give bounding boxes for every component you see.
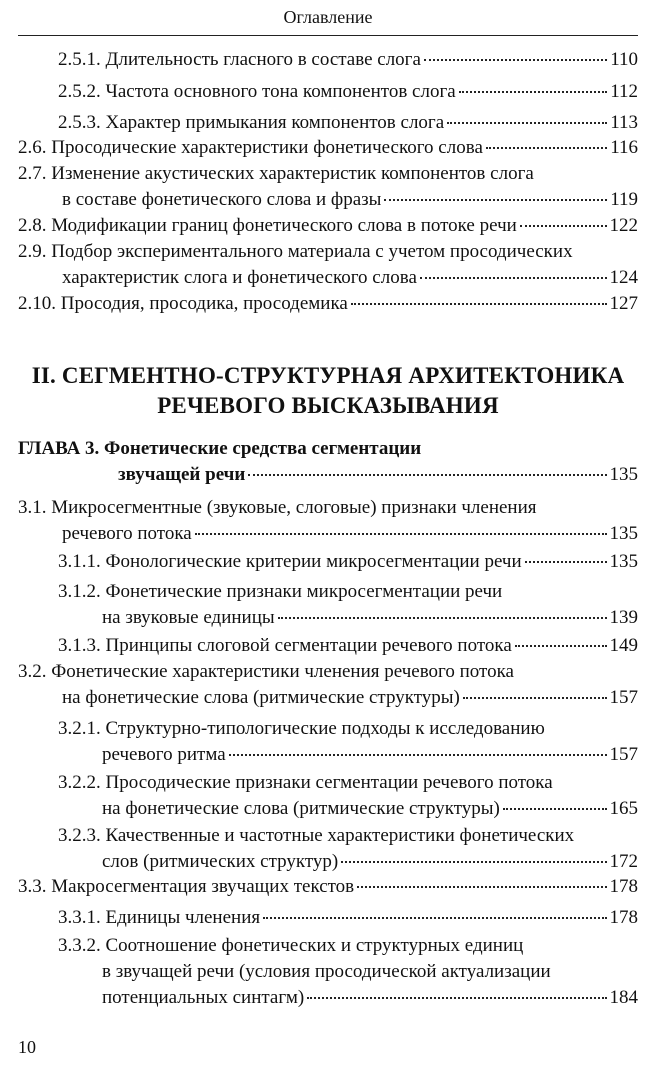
toc-page-number: 139 [609,607,638,628]
toc-entry-2-8[interactable] [18,213,638,239]
toc-entry-2-6[interactable] [18,135,638,161]
toc-entry-title-line2: слов (ритмических структур) [102,851,339,872]
leader-dots [447,122,607,124]
leader-dots [463,697,607,699]
toc-entry-3-1-1[interactable] [58,549,638,575]
toc-entry-title: 2.5.2. Частота основного тона компонентов слога [58,81,456,102]
toc-entry-title: 3.1.3. Принципы слоговой сегментации речевого потока [58,635,512,656]
part-title-line1: II. СЕГМЕНТНО-СТРУКТУРНАЯ АРХИТЕКТОНИКА [31,363,625,388]
toc-entry-title-line2: речевого ритма [102,744,226,765]
toc-page-number: 127 [609,293,638,314]
toc-page-number: 178 [609,907,638,928]
toc-page-number: 119 [610,189,638,210]
toc-entry-title-line2: речевого потока [62,523,192,544]
toc-entry-title-line1: 3.1. Микросегментные (звуковые, слоговые) признаки членения [18,497,537,518]
toc-entry-title-line1: 3.2. Фонетические характеристики членения речевого потока [18,661,514,682]
toc-entry-2-5-2[interactable] [58,79,638,105]
leader-dots [357,886,606,888]
header-rule [18,35,638,36]
toc-entry-2-10[interactable] [18,291,638,317]
toc-entry-title: 2.10. Просодия, просодика, просодемика [18,293,348,314]
toc-entry-2-7[interactable] [18,161,638,213]
toc-page-number: 135 [609,464,638,485]
toc-entry-3-3-1[interactable] [58,905,638,931]
toc-entry-title-line2: на фонетические слова (ритмические структуры) [62,687,460,708]
toc-entry-3-2-1[interactable] [58,716,638,768]
toc-entry-3-1[interactable] [18,495,638,547]
toc-page-number: 116 [610,137,638,158]
toc-page-number: 172 [609,851,638,872]
toc-entry-3-3[interactable] [18,874,638,900]
toc-entry-title: 3.1.1. Фонологические критерии микросегментации речи [58,551,522,572]
leader-dots [229,754,607,756]
toc-page-number: 149 [609,635,638,656]
leader-dots [351,303,607,305]
toc-entry-title: 3.3. Макросегментация звучащих текстов [18,876,355,897]
page-number: 10 [18,1037,36,1057]
toc-page-number: 122 [609,215,638,236]
toc-entry-3-2[interactable] [18,659,638,711]
toc-entry-title: 2.5.3. Характер примыкания компонентов слога [58,112,445,133]
leader-dots [424,59,607,61]
toc-entry-3-1-2[interactable] [58,579,638,631]
toc-entry-title-line1: 3.2.1. Структурно-типологические подходы к исследованию [58,718,545,739]
toc-page-number: 112 [610,81,638,102]
toc-entry-3-2-3[interactable] [58,823,638,875]
toc-entry-title-line2: на звуковые единицы [102,607,275,628]
leader-dots [520,225,607,227]
toc-entry-title: 3.3.1. Единицы членения [58,907,261,928]
toc-page-number: 135 [609,551,638,572]
leader-dots [515,645,607,647]
toc-chapter-3[interactable] [18,436,638,488]
toc-entry-3-3-2[interactable] [58,933,638,1011]
leader-dots [503,808,607,810]
toc-entry-title-line1: 3.1.2. Фонетические признаки микросегментации речи [58,581,503,602]
toc-page-number: 157 [609,687,638,708]
toc-entry-title-line2: характеристик слога и фонетического слова [62,267,417,288]
toc-entry-title-line2: на фонетические слова (ритмические структуры) [102,798,500,819]
leader-dots [341,861,606,863]
chapter-title-line1: ГЛАВА 3. Фонетические средства сегментации [18,438,422,459]
toc-page-number: 110 [610,49,638,70]
toc-entry-3-2-2[interactable] [58,770,638,822]
toc-page-number: 113 [610,112,638,133]
leader-dots [384,199,607,201]
leader-dots [420,277,607,279]
toc-entry-title-line1: 3.2.3. Качественные и частотные характеристики фонетических [58,825,575,846]
toc-entry-title: 2.8. Модификации границ фонетического слова в потоке речи [18,215,517,236]
toc-page-number: 184 [609,987,638,1008]
toc-page-number: 165 [609,798,638,819]
toc-page-number: 135 [609,523,638,544]
toc-page-number: 178 [609,876,638,897]
toc-entry-2-5-3[interactable] [58,110,638,136]
toc-entry-3-1-3[interactable] [58,633,638,659]
leader-dots [459,91,608,93]
part-title-line2: РЕЧЕВОГО ВЫСКАЗЫВАНИЯ [157,393,499,418]
leader-dots [248,474,606,476]
toc-entry-title-line1: 2.9. Подбор экспериментального материала с учетом просодических [18,241,573,262]
leader-dots [525,561,607,563]
leader-dots [486,147,607,149]
leader-dots [278,617,607,619]
toc-entry-title-line1: 3.2.2. Просодические признаки сегментации речевого потока [58,772,553,793]
chapter-title-line2: звучащей речи [118,464,246,485]
toc-entry-2-9[interactable] [18,239,638,291]
toc-page-number: 157 [609,744,638,765]
toc-entry-title-line1: 3.3.2. Соотношение фонетических и структурных единиц [58,935,524,956]
toc-page-number: 124 [609,267,638,288]
toc-entry-2-5-1[interactable] [58,47,638,73]
leader-dots [263,917,606,919]
leader-dots [195,533,607,535]
toc-entry-title-line3: потенциальных синтагм) [102,987,305,1008]
toc-entry-title-line1: 2.7. Изменение акустических характеристик компонентов слога [18,163,534,184]
running-header: Оглавление [283,7,373,27]
toc-entry-title: 2.5.1. Длительность гласного в составе слога [58,49,421,70]
toc-entry-title-line2: в составе фонетического слова и фразы [62,189,382,210]
leader-dots [307,997,606,999]
toc-entry-title-line2: в звучащей речи (условия просодической актуализации [102,961,551,982]
toc-entry-title: 2.6. Просодические характеристики фонетического слова [18,137,483,158]
